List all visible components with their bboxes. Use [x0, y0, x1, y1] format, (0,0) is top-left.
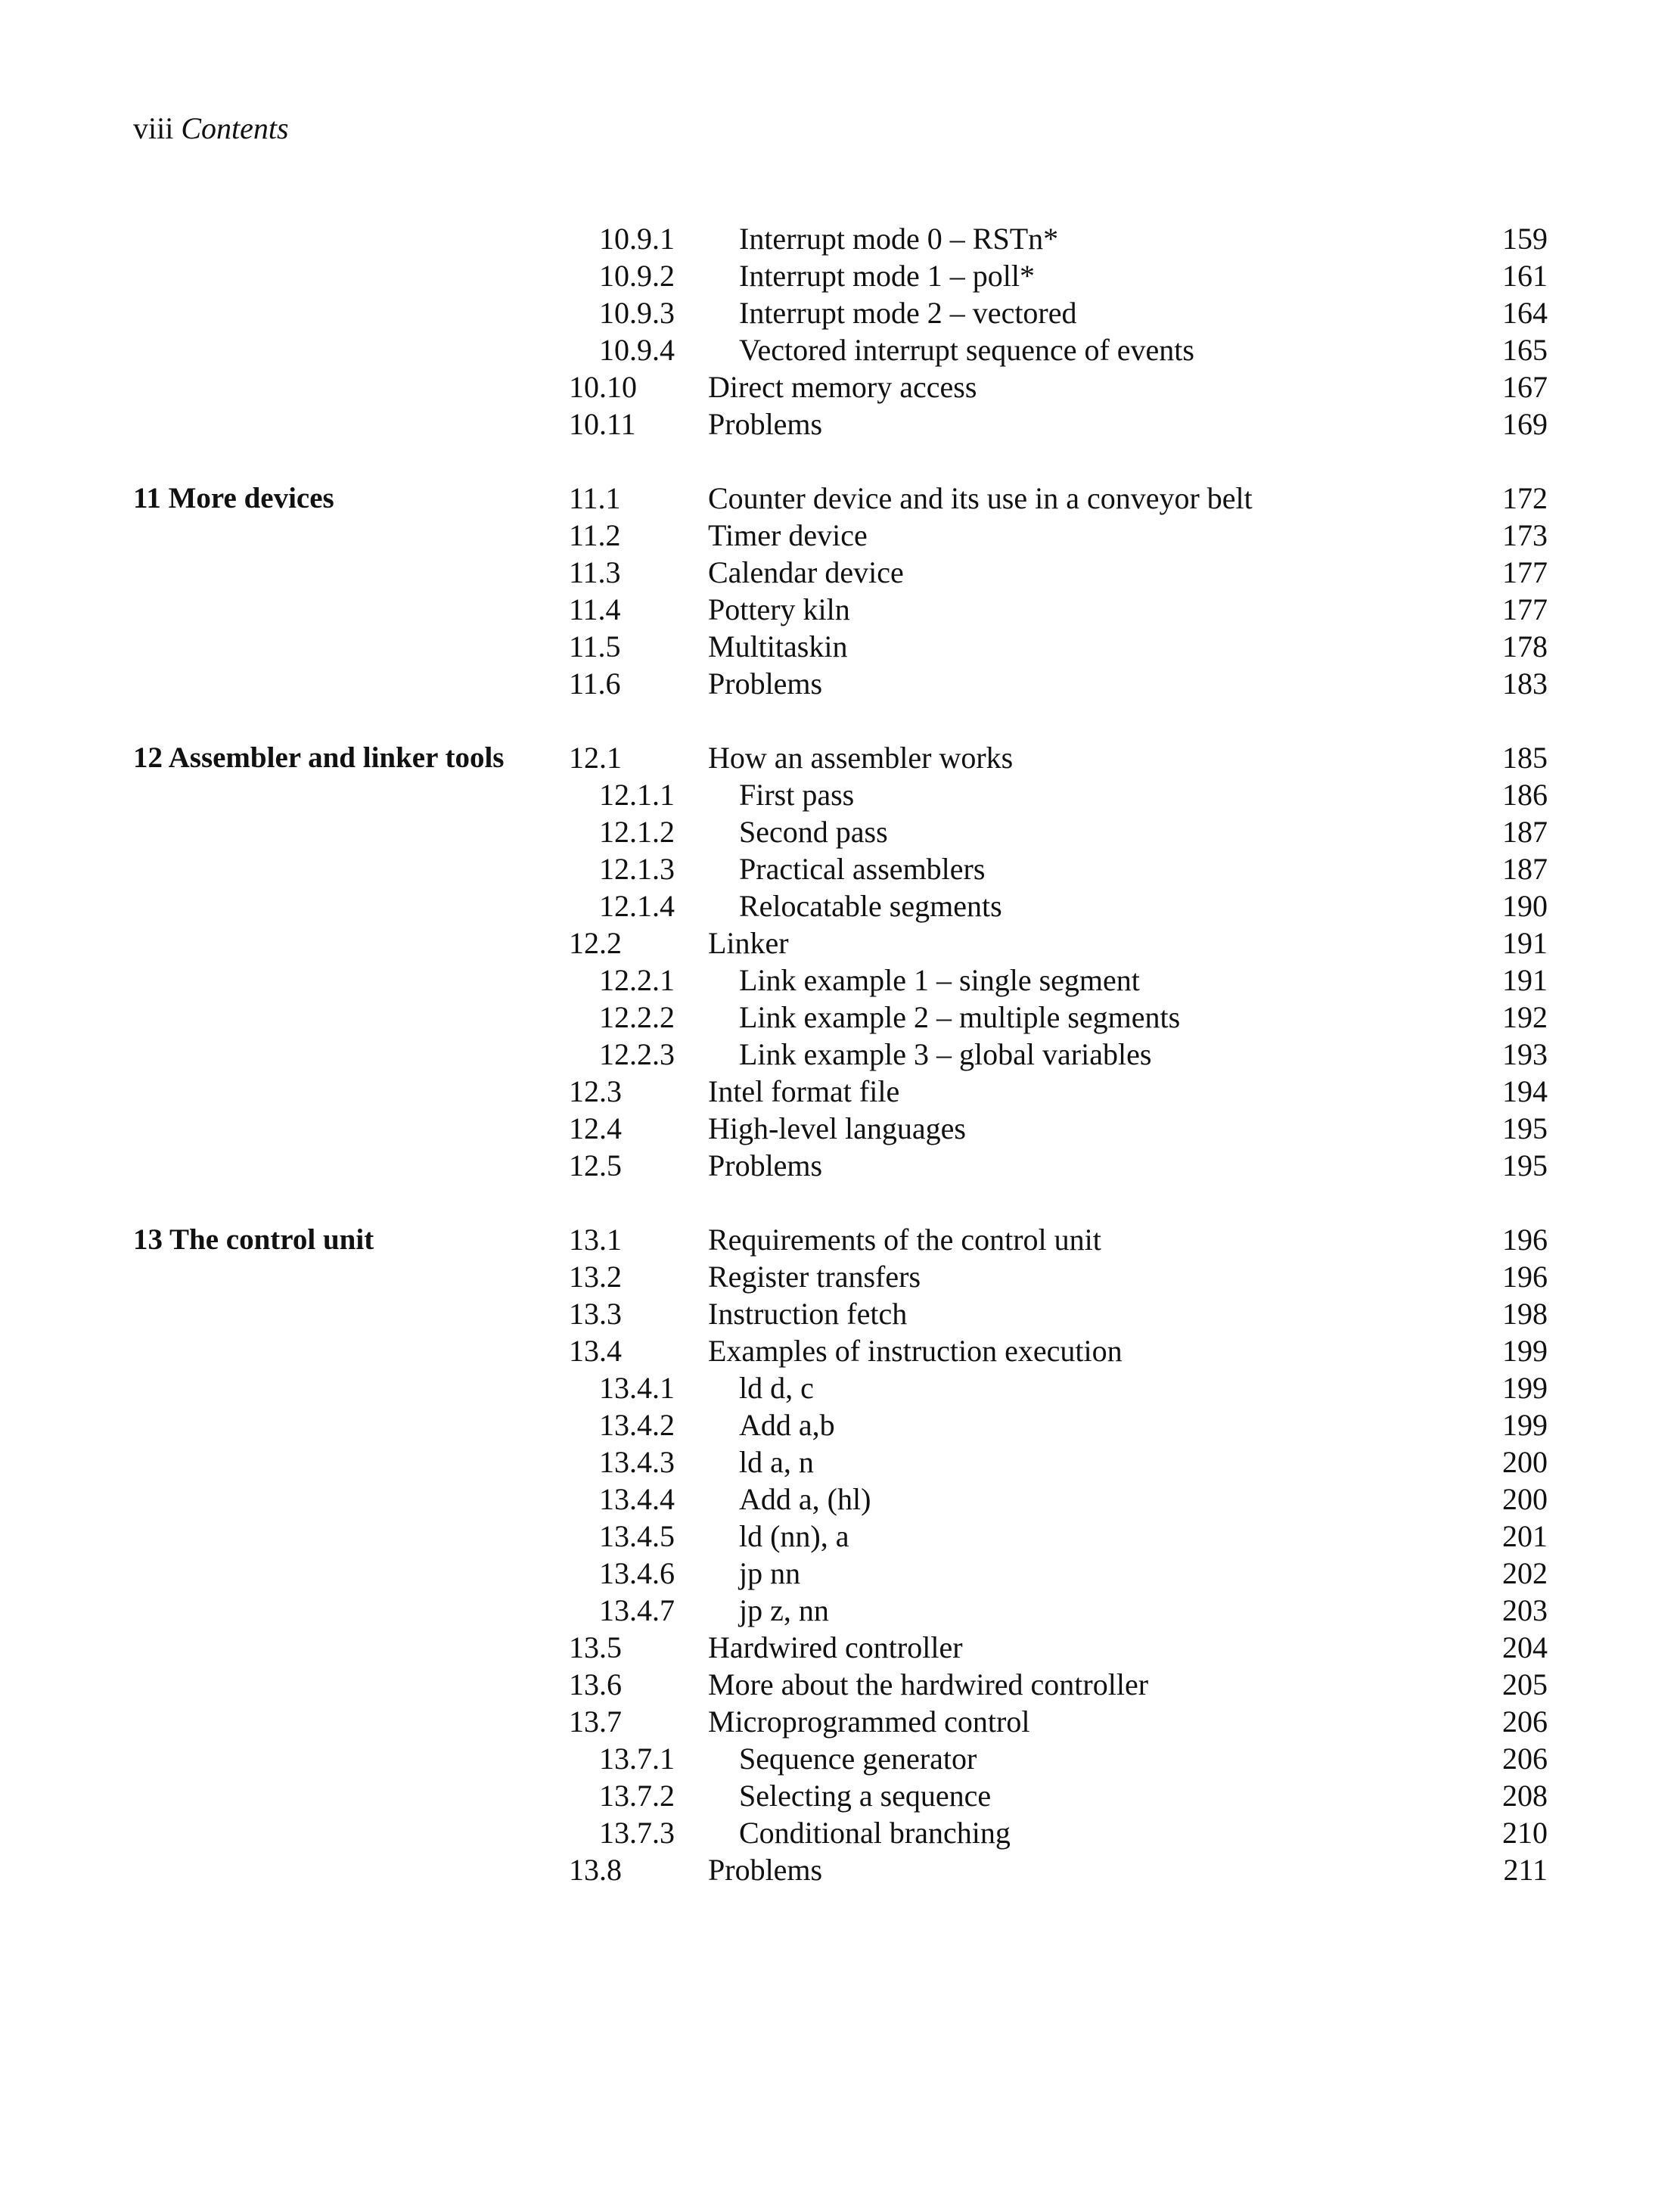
entry-section-number: 13.7.2 [599, 1779, 675, 1813]
toc-entry [133, 1555, 1548, 1592]
entry-section-number: 13.1 [569, 1223, 622, 1257]
chapter-block [133, 480, 1548, 702]
entry-page-number: 201 [1502, 1519, 1548, 1553]
running-head [133, 106, 289, 151]
toc-entry [133, 591, 1548, 628]
toc-entry [133, 739, 1548, 776]
entry-section-title: Microprogrammed control [708, 1704, 1030, 1739]
toc-entry [133, 1629, 1548, 1666]
entry-page-number: 200 [1502, 1482, 1548, 1516]
toc-entry [133, 257, 1548, 294]
toc-entry [133, 1814, 1548, 1851]
entry-section-number: 11.6 [569, 667, 621, 701]
toc-entry [133, 1592, 1548, 1629]
entry-page-number: 186 [1502, 778, 1548, 812]
entry-section-title: Timer device [708, 518, 868, 552]
entry-section-title: Relocatable segments [739, 889, 1002, 923]
entry-section-title: Add a,b [739, 1408, 835, 1442]
toc-entry [133, 1332, 1548, 1369]
toc-entry [133, 1036, 1548, 1073]
entry-section-number: 11.1 [569, 481, 621, 515]
entry-section-title: First pass [739, 778, 855, 812]
entry-section-title: Vectored interrupt sequence of events [739, 333, 1194, 367]
toc-entry [133, 220, 1548, 257]
entry-section-number: 13.7.1 [599, 1742, 675, 1776]
entry-section-title: ld (nn), a [739, 1519, 849, 1553]
entry-page-number: 195 [1502, 1111, 1548, 1145]
toc-entry [133, 406, 1548, 443]
toc-entry [133, 850, 1548, 887]
chapter-title: 11 More devices [133, 482, 334, 514]
entry-section-title: Add a, (hl) [739, 1482, 871, 1516]
toc-entry [133, 1481, 1548, 1518]
entry-section-number: 13.5 [569, 1630, 622, 1664]
entry-section-title: ld a, n [739, 1445, 814, 1479]
entry-section-title: Hardwired controller [708, 1630, 963, 1664]
toc-entry [133, 1406, 1548, 1443]
entry-section-number: 11.4 [569, 592, 621, 626]
toc-entry [133, 1703, 1548, 1740]
entry-section-title: Interrupt mode 2 – vectored [739, 296, 1077, 330]
chapter-block [133, 220, 1548, 443]
entry-section-number: 13.4.3 [599, 1445, 675, 1479]
entry-page-number: 159 [1502, 222, 1548, 256]
toc-entry [133, 1073, 1548, 1110]
toc-entry [133, 924, 1548, 962]
toc-entry [133, 628, 1548, 665]
toc-entry [133, 1295, 1548, 1332]
entry-section-title: Problems [708, 667, 823, 701]
entry-section-title: How an assembler works [708, 741, 1014, 775]
entry-section-number: 10.11 [569, 407, 636, 441]
entry-section-number: 13.2 [569, 1260, 622, 1294]
toc-entry [133, 776, 1548, 813]
entry-section-title: Link example 1 – single segment [739, 963, 1140, 997]
entry-page-number: 199 [1502, 1334, 1548, 1368]
entry-page-number: 173 [1502, 518, 1548, 552]
toc-entry [133, 813, 1548, 850]
entry-page-number: 191 [1502, 963, 1548, 997]
entry-section-title: Multitaskin [708, 629, 848, 663]
entry-section-number: 10.9.1 [599, 222, 675, 256]
toc-entry [133, 665, 1548, 702]
toc-entry [133, 1110, 1548, 1147]
entry-page-number: 204 [1502, 1630, 1548, 1664]
entry-section-title: Link example 3 – global variables [739, 1037, 1152, 1071]
entry-section-number: 10.10 [569, 370, 637, 404]
entry-page-number: 193 [1502, 1037, 1548, 1071]
entry-page-number: 202 [1502, 1556, 1548, 1590]
entry-section-title: Practical assemblers [739, 852, 986, 886]
table-of-contents [133, 220, 1548, 1925]
toc-entry [133, 1443, 1548, 1481]
entry-section-number: 12.2 [569, 926, 622, 960]
toc-entry [133, 517, 1548, 554]
entry-page-number: 187 [1502, 815, 1548, 849]
toc-entry [133, 480, 1548, 517]
entry-section-number: 10.9.4 [599, 333, 675, 367]
entry-section-title: Intel format file [708, 1074, 900, 1108]
entry-section-number: 12.1.3 [599, 852, 675, 886]
entry-page-number: 206 [1502, 1742, 1548, 1776]
entry-section-title: High-level languages [708, 1111, 966, 1145]
entry-section-title: Linker [708, 926, 789, 960]
entry-section-number: 13.4.2 [599, 1408, 675, 1442]
entry-section-title: Sequence generator [739, 1742, 977, 1776]
entry-section-number: 11.3 [569, 555, 621, 589]
toc-entry [133, 1851, 1548, 1888]
entry-page-number: 205 [1502, 1667, 1548, 1701]
entry-section-title: Selecting a sequence [739, 1779, 992, 1813]
entry-page-number: 195 [1502, 1148, 1548, 1182]
entry-page-number: 203 [1502, 1593, 1548, 1627]
entry-section-title: Second pass [739, 815, 888, 849]
entry-section-title: Counter device and its use in a conveyor belt [708, 481, 1253, 515]
entry-section-title: Register transfers [708, 1260, 921, 1294]
entry-section-number: 12.1.1 [599, 778, 675, 812]
entry-page-number: 177 [1502, 592, 1548, 626]
entry-section-title: Examples of instruction execution [708, 1334, 1123, 1368]
toc-entry [133, 887, 1548, 924]
entry-section-title: Pottery kiln [708, 592, 850, 626]
entry-page-number: 199 [1502, 1408, 1548, 1442]
entry-section-number: 13.4.4 [599, 1482, 675, 1516]
entry-page-number: 210 [1502, 1816, 1548, 1850]
entry-section-title: Problems [708, 1853, 823, 1887]
chapter-block [133, 1221, 1548, 1888]
entry-page-number: 167 [1502, 370, 1548, 404]
chapter-block [133, 739, 1548, 1184]
entry-page-number: 206 [1502, 1704, 1548, 1739]
entry-page-number: 211 [1503, 1853, 1548, 1887]
entry-section-number: 13.4.6 [599, 1556, 675, 1590]
entry-section-number: 12.1.2 [599, 815, 675, 849]
entry-section-number: 12.2.2 [599, 1000, 675, 1034]
entry-page-number: 178 [1502, 629, 1548, 663]
entry-section-number: 12.1 [569, 741, 622, 775]
entry-page-number: 198 [1502, 1297, 1548, 1331]
entry-page-number: 208 [1502, 1779, 1548, 1813]
entry-section-number: 13.4.7 [599, 1593, 675, 1627]
entry-page-number: 185 [1502, 741, 1548, 775]
entry-section-number: 13.3 [569, 1297, 622, 1331]
entry-section-number: 12.3 [569, 1074, 622, 1108]
entry-section-title: Direct memory access [708, 370, 977, 404]
entry-section-title: jp z, nn [739, 1593, 829, 1627]
entry-section-title: ld d, c [739, 1371, 814, 1405]
entry-section-number: 11.5 [569, 629, 621, 663]
entry-page-number: 192 [1502, 1000, 1548, 1034]
entry-section-title: Instruction fetch [708, 1297, 908, 1331]
chapter-title: 13 The control unit [133, 1223, 374, 1256]
entry-section-number: 10.9.3 [599, 296, 675, 330]
toc-entry [133, 1777, 1548, 1814]
entry-page-number: 200 [1502, 1445, 1548, 1479]
entry-section-number: 13.7.3 [599, 1816, 675, 1850]
toc-entry [133, 368, 1548, 406]
entry-section-title: More about the hardwired controller [708, 1667, 1149, 1701]
toc-entry [133, 294, 1548, 331]
entry-page-number: 187 [1502, 852, 1548, 886]
entry-section-number: 12.1.4 [599, 889, 675, 923]
entry-section-title: Problems [708, 1148, 823, 1182]
entry-page-number: 169 [1502, 407, 1548, 441]
entry-page-number: 196 [1502, 1260, 1548, 1294]
toc-entry [133, 1666, 1548, 1703]
toc-entry [133, 554, 1548, 591]
entry-section-title: Interrupt mode 0 – RSTn* [739, 222, 1059, 256]
entry-page-number: 165 [1502, 333, 1548, 367]
toc-entry [133, 1221, 1548, 1258]
page-number: viii [133, 111, 174, 145]
entry-section-title: Link example 2 – multiple segments [739, 1000, 1181, 1034]
entry-page-number: 191 [1502, 926, 1548, 960]
entry-section-number: 12.5 [569, 1148, 622, 1182]
entry-section-title: Interrupt mode 1 – poll* [739, 259, 1036, 293]
entry-page-number: 172 [1502, 481, 1548, 515]
entry-page-number: 199 [1502, 1371, 1548, 1405]
entry-page-number: 196 [1502, 1223, 1548, 1257]
entry-section-number: 13.4.5 [599, 1519, 675, 1553]
chapter-title: 12 Assembler and linker tools [133, 741, 505, 774]
toc-entry [133, 331, 1548, 368]
entry-page-number: 183 [1502, 667, 1548, 701]
entry-section-number: 13.4 [569, 1334, 622, 1368]
toc-entry [133, 1147, 1548, 1184]
entry-page-number: 161 [1502, 259, 1548, 293]
entry-section-number: 13.4.1 [599, 1371, 675, 1405]
entry-section-title: Calendar device [708, 555, 904, 589]
entry-section-number: 12.2.1 [599, 963, 675, 997]
entry-page-number: 177 [1502, 555, 1548, 589]
entry-section-number: 10.9.2 [599, 259, 675, 293]
toc-entry [133, 1518, 1548, 1555]
entry-section-number: 13.8 [569, 1853, 622, 1887]
entry-section-number: 13.6 [569, 1667, 622, 1701]
entry-section-number: 13.7 [569, 1704, 622, 1739]
toc-entry [133, 1740, 1548, 1777]
section-title: Contents [181, 111, 289, 145]
toc-entry [133, 1258, 1548, 1295]
entry-section-title: Conditional branching [739, 1816, 1011, 1850]
entry-page-number: 164 [1502, 296, 1548, 330]
entry-section-number: 11.2 [569, 518, 621, 552]
entry-section-title: Requirements of the control unit [708, 1223, 1101, 1257]
entry-section-number: 12.2.3 [599, 1037, 675, 1071]
entry-section-title: jp nn [739, 1556, 801, 1590]
toc-entry [133, 1369, 1548, 1406]
entry-page-number: 190 [1502, 889, 1548, 923]
entry-section-number: 12.4 [569, 1111, 622, 1145]
toc-entry [133, 962, 1548, 999]
entry-section-title: Problems [708, 407, 823, 441]
entry-page-number: 194 [1502, 1074, 1548, 1108]
toc-entry [133, 999, 1548, 1036]
